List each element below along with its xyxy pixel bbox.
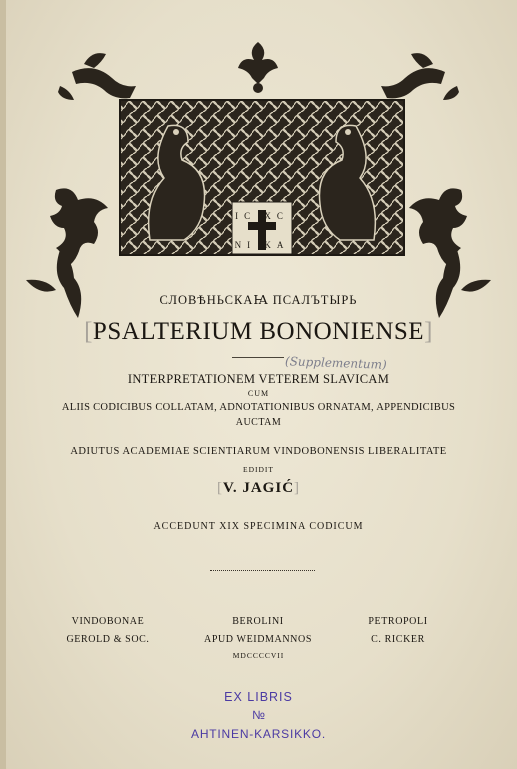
subtitle-line-1: INTERPRETATIONEM VETEREM SLAVICAM xyxy=(127,372,390,386)
credit-line: ADIUTUS ACADEMIAE SCIENTIARUM VINDOBONENSIS LIBERALITATE xyxy=(70,446,447,457)
editor-name xyxy=(0,480,517,497)
latin-title: PSALTERIUM BONONIENSE xyxy=(92,318,425,345)
specimina-line: ACCEDUNT XIX SPECIMINA CODICUM xyxy=(153,521,364,532)
imprint-publisher-weidmann: APUD WEIDMANNOS xyxy=(204,634,312,645)
slavonic-title: СЛОВѢНЬСКАꙖ ПСАЛЪТЫРЬ xyxy=(159,293,358,307)
editor-bracket-open: [ xyxy=(216,480,223,496)
edidit-label: EDIDIT xyxy=(243,465,274,474)
title-rule xyxy=(232,357,284,358)
editor-bracket-close: ] xyxy=(294,480,301,496)
subtitle-line-3: ALIIS CODICIBUS COLLATAM, ADNOTATIONIBUS ORNATAM, APPENDICIBUS xyxy=(61,402,456,413)
subtitle-line-2: CUM xyxy=(247,389,270,398)
divider-right xyxy=(270,570,315,571)
imprint-city-berolini: BEROLINI xyxy=(232,616,284,627)
handwritten-note: (Supplementum) xyxy=(284,354,387,372)
title-bracket-close: ] xyxy=(424,318,433,345)
divider-left xyxy=(210,570,270,571)
ex-libris-stamp-line-3: AHTINEN-KARSIKKO. xyxy=(191,727,326,741)
top-fleuron xyxy=(238,42,278,93)
ex-libris-stamp-line-1: EX LIBRIS xyxy=(224,690,293,704)
ex-libris-stamp-line-2: № xyxy=(252,708,265,722)
imprint-publisher-gerold: GEROLD & SOC. xyxy=(66,634,150,645)
subtitle-line-4: AUCTAM xyxy=(235,417,282,428)
imprint-city-vindobonae: VINDOBONAE xyxy=(71,616,145,627)
right-corner-dragon xyxy=(381,53,459,100)
editor-label: V. JAGIĆ xyxy=(222,480,295,496)
imprint-year: MDCCCCVII xyxy=(232,651,285,660)
title-bracket-open: [ xyxy=(84,318,93,345)
monogram-bottom: NI KA xyxy=(234,240,290,250)
left-corner-dragon xyxy=(58,53,136,100)
imprint-city-petropoli: PETROPOLI xyxy=(368,616,428,627)
main-title xyxy=(0,318,517,346)
monogram-top: IC XC xyxy=(235,211,289,221)
imprint-publisher-ricker: C. RICKER xyxy=(371,634,425,645)
